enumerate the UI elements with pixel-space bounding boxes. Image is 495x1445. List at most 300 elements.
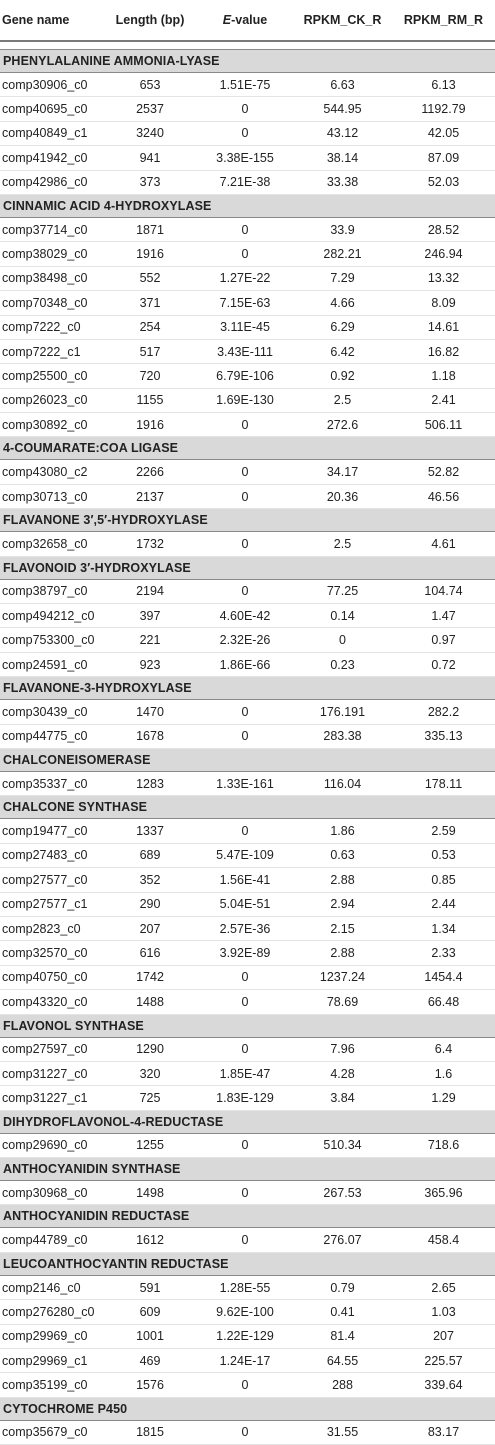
cell-length: 207 [103, 916, 197, 940]
cell-rpkm-rm: 1.29 [392, 1086, 495, 1110]
table-row [0, 121, 495, 145]
section-title: LEUCOANTHOCYANTIN REDUCTASE [0, 1252, 495, 1275]
cell-e-value: 1.85E-47 [197, 1061, 293, 1085]
cell-e-value: 0 [197, 579, 293, 603]
section-header-row [0, 50, 495, 73]
cell-e-value: 0 [197, 217, 293, 241]
cell-e-value: 0 [197, 413, 293, 437]
table-row [0, 604, 495, 628]
cell-e-value: 0 [197, 965, 293, 989]
cell-gene-name: comp27577_c1 [0, 892, 103, 916]
cell-rpkm-rm: 335.13 [392, 724, 495, 748]
cell-rpkm-ck: 0.41 [293, 1300, 392, 1324]
table-row [0, 771, 495, 795]
section-title: ANTHOCYANIDIN SYNTHASE [0, 1158, 495, 1181]
header-e-letter: E [222, 13, 232, 27]
cell-rpkm-rm: 1192.79 [392, 97, 495, 121]
cell-rpkm-ck: 34.17 [293, 460, 392, 484]
cell-rpkm-ck: 0.23 [293, 652, 392, 676]
cell-length: 1001 [103, 1324, 197, 1348]
cell-gene-name: comp38797_c0 [0, 579, 103, 603]
cell-length: 352 [103, 868, 197, 892]
cell-rpkm-ck: 64.55 [293, 1349, 392, 1373]
table-row [0, 388, 495, 412]
cell-gene-name: comp35199_c0 [0, 1373, 103, 1397]
cell-gene-name: comp27597_c0 [0, 1037, 103, 1061]
cell-gene-name: comp30968_c0 [0, 1181, 103, 1205]
cell-e-value: 0 [197, 532, 293, 556]
cell-e-value: 1.24E-17 [197, 1349, 293, 1373]
cell-gene-name: comp29969_c1 [0, 1349, 103, 1373]
table-row [0, 1228, 495, 1252]
cell-length: 1470 [103, 700, 197, 724]
cell-gene-name: comp43080_c2 [0, 460, 103, 484]
cell-rpkm-rm: 6.4 [392, 1037, 495, 1061]
cell-rpkm-rm: 0.53 [392, 843, 495, 867]
cell-rpkm-rm: 104.74 [392, 579, 495, 603]
cell-gene-name: comp35337_c0 [0, 771, 103, 795]
cell-rpkm-ck: 176.191 [293, 700, 392, 724]
cell-rpkm-ck: 6.63 [293, 73, 392, 97]
section-title: 4-COUMARATE:COA LIGASE [0, 437, 495, 460]
section-title: FLAVONOID 3′-HYDROXYLASE [0, 556, 495, 579]
cell-e-value: 3.38E-155 [197, 146, 293, 170]
cell-gene-name: comp2823_c0 [0, 916, 103, 940]
cell-e-value: 6.79E-106 [197, 364, 293, 388]
cell-e-value: 1.22E-129 [197, 1324, 293, 1348]
table-row [0, 1133, 495, 1157]
cell-rpkm-rm: 2.44 [392, 892, 495, 916]
cell-rpkm-rm: 52.03 [392, 170, 495, 194]
cell-rpkm-ck: 7.29 [293, 266, 392, 290]
table-row [0, 1300, 495, 1324]
table-row [0, 652, 495, 676]
cell-e-value: 1.33E-161 [197, 771, 293, 795]
cell-e-value: 0 [197, 724, 293, 748]
section-header-row [0, 1205, 495, 1228]
cell-rpkm-ck: 272.6 [293, 413, 392, 437]
table-row [0, 843, 495, 867]
cell-rpkm-rm: 339.64 [392, 1373, 495, 1397]
section-header-row [0, 1014, 495, 1037]
header-e-value [197, 0, 293, 41]
cell-rpkm-rm: 2.65 [392, 1275, 495, 1299]
cell-rpkm-rm: 0.97 [392, 628, 495, 652]
cell-length: 720 [103, 364, 197, 388]
section-title: PHENYLALANINE AMMONIA-LYASE [0, 50, 495, 73]
cell-gene-name: comp24591_c0 [0, 652, 103, 676]
table-row [0, 1037, 495, 1061]
table-row [0, 965, 495, 989]
cell-rpkm-ck: 4.28 [293, 1061, 392, 1085]
cell-gene-name: comp30892_c0 [0, 413, 103, 437]
cell-rpkm-ck: 31.55 [293, 1420, 392, 1444]
cell-length: 653 [103, 73, 197, 97]
cell-rpkm-rm: 14.61 [392, 315, 495, 339]
section-header-row [0, 748, 495, 771]
cell-rpkm-ck: 7.96 [293, 1037, 392, 1061]
cell-rpkm-ck: 510.34 [293, 1133, 392, 1157]
cell-rpkm-ck: 2.5 [293, 532, 392, 556]
cell-length: 290 [103, 892, 197, 916]
cell-gene-name: comp43320_c0 [0, 990, 103, 1014]
cell-length: 1283 [103, 771, 197, 795]
cell-e-value: 7.15E-63 [197, 291, 293, 315]
table-row [0, 868, 495, 892]
section-title: CYTOCHROME P450 [0, 1397, 495, 1420]
cell-rpkm-rm: 458.4 [392, 1228, 495, 1252]
cell-length: 1155 [103, 388, 197, 412]
cell-rpkm-ck: 77.25 [293, 579, 392, 603]
section-header-row [0, 556, 495, 579]
section-title: CHALCONEISOMERASE [0, 748, 495, 771]
table-row [0, 484, 495, 508]
header-spacer [0, 41, 495, 50]
cell-rpkm-ck: 2.94 [293, 892, 392, 916]
cell-rpkm-rm: 8.09 [392, 291, 495, 315]
cell-rpkm-rm: 506.11 [392, 413, 495, 437]
cell-rpkm-rm: 0.85 [392, 868, 495, 892]
cell-e-value: 0 [197, 1420, 293, 1444]
cell-rpkm-ck: 0.79 [293, 1275, 392, 1299]
table-row [0, 73, 495, 97]
cell-length: 1337 [103, 819, 197, 843]
cell-length: 1498 [103, 1181, 197, 1205]
cell-rpkm-ck: 81.4 [293, 1324, 392, 1348]
header-rpkm-ck: RPKM_CK_R [293, 0, 392, 41]
cell-rpkm-rm: 1.34 [392, 916, 495, 940]
cell-rpkm-rm: 1.03 [392, 1300, 495, 1324]
cell-gene-name: comp276280_c0 [0, 1300, 103, 1324]
cell-rpkm-rm: 6.13 [392, 73, 495, 97]
cell-rpkm-ck: 1237.24 [293, 965, 392, 989]
cell-rpkm-ck: 3.84 [293, 1086, 392, 1110]
cell-e-value: 1.56E-41 [197, 868, 293, 892]
table-row [0, 1086, 495, 1110]
cell-e-value: 0 [197, 97, 293, 121]
section-title: FLAVANONE-3-HYDROXYLASE [0, 677, 495, 700]
section-title: FLAVANONE 3′,5′-HYDROXYLASE [0, 509, 495, 532]
cell-e-value: 1.83E-129 [197, 1086, 293, 1110]
cell-length: 689 [103, 843, 197, 867]
cell-rpkm-rm: 28.52 [392, 217, 495, 241]
cell-length: 1576 [103, 1373, 197, 1397]
cell-rpkm-rm: 0.72 [392, 652, 495, 676]
cell-gene-name: comp38029_c0 [0, 242, 103, 266]
section-title: CHALCONE SYNTHASE [0, 796, 495, 819]
cell-e-value: 3.43E-111 [197, 339, 293, 363]
cell-e-value: 1.86E-66 [197, 652, 293, 676]
section-header-row [0, 796, 495, 819]
section-header-row [0, 194, 495, 217]
cell-length: 2266 [103, 460, 197, 484]
cell-gene-name: comp70348_c0 [0, 291, 103, 315]
cell-gene-name: comp38498_c0 [0, 266, 103, 290]
cell-length: 616 [103, 941, 197, 965]
table-row [0, 413, 495, 437]
cell-rpkm-rm: 42.05 [392, 121, 495, 145]
cell-gene-name: comp40695_c0 [0, 97, 103, 121]
section-title: ANTHOCYANIDIN REDUCTASE [0, 1205, 495, 1228]
cell-rpkm-ck: 2.15 [293, 916, 392, 940]
cell-rpkm-ck: 0.63 [293, 843, 392, 867]
cell-e-value: 3.92E-89 [197, 941, 293, 965]
cell-e-value: 2.57E-36 [197, 916, 293, 940]
cell-rpkm-rm: 246.94 [392, 242, 495, 266]
cell-e-value: 0 [197, 1228, 293, 1252]
cell-rpkm-ck: 33.38 [293, 170, 392, 194]
cell-rpkm-rm: 178.11 [392, 771, 495, 795]
cell-rpkm-rm: 2.41 [392, 388, 495, 412]
section-header-row [0, 1252, 495, 1275]
cell-rpkm-ck: 2.88 [293, 868, 392, 892]
cell-rpkm-rm: 83.17 [392, 1420, 495, 1444]
table-row [0, 146, 495, 170]
cell-rpkm-rm: 52.82 [392, 460, 495, 484]
cell-length: 609 [103, 1300, 197, 1324]
cell-length: 3240 [103, 121, 197, 145]
cell-length: 1290 [103, 1037, 197, 1061]
cell-length: 469 [103, 1349, 197, 1373]
cell-e-value: 0 [197, 242, 293, 266]
cell-rpkm-ck: 2.5 [293, 388, 392, 412]
table-row [0, 1349, 495, 1373]
cell-rpkm-rm: 365.96 [392, 1181, 495, 1205]
cell-gene-name: comp753300_c0 [0, 628, 103, 652]
cell-length: 1815 [103, 1420, 197, 1444]
cell-rpkm-rm: 4.61 [392, 532, 495, 556]
cell-e-value: 5.47E-109 [197, 843, 293, 867]
header-rpkm-rm: RPKM_RM_R [392, 0, 495, 41]
cell-gene-name: comp29690_c0 [0, 1133, 103, 1157]
cell-length: 1255 [103, 1133, 197, 1157]
cell-rpkm-rm: 718.6 [392, 1133, 495, 1157]
cell-rpkm-rm: 16.82 [392, 339, 495, 363]
cell-gene-name: comp19477_c0 [0, 819, 103, 843]
cell-length: 1488 [103, 990, 197, 1014]
table-row [0, 266, 495, 290]
table-body [0, 41, 495, 1445]
cell-rpkm-ck: 288 [293, 1373, 392, 1397]
cell-rpkm-rm: 2.33 [392, 941, 495, 965]
cell-gene-name: comp7222_c0 [0, 315, 103, 339]
cell-length: 221 [103, 628, 197, 652]
cell-rpkm-ck: 43.12 [293, 121, 392, 145]
cell-length: 1871 [103, 217, 197, 241]
cell-rpkm-rm: 46.56 [392, 484, 495, 508]
table-row [0, 97, 495, 121]
cell-rpkm-ck: 0 [293, 628, 392, 652]
cell-e-value: 1.28E-55 [197, 1275, 293, 1299]
cell-gene-name: comp27483_c0 [0, 843, 103, 867]
cell-gene-name: comp37714_c0 [0, 217, 103, 241]
cell-gene-name: comp29969_c0 [0, 1324, 103, 1348]
cell-e-value: 9.62E-100 [197, 1300, 293, 1324]
cell-rpkm-rm: 66.48 [392, 990, 495, 1014]
header-length: Length (bp) [103, 0, 197, 41]
cell-gene-name: comp494212_c0 [0, 604, 103, 628]
cell-length: 320 [103, 1061, 197, 1085]
cell-rpkm-rm: 87.09 [392, 146, 495, 170]
section-header-row [0, 1110, 495, 1133]
table-row [0, 892, 495, 916]
table-row [0, 242, 495, 266]
table-row [0, 170, 495, 194]
section-header-row [0, 1397, 495, 1420]
cell-length: 397 [103, 604, 197, 628]
cell-rpkm-ck: 116.04 [293, 771, 392, 795]
cell-e-value: 0 [197, 484, 293, 508]
cell-gene-name: comp2146_c0 [0, 1275, 103, 1299]
cell-e-value: 1.51E-75 [197, 73, 293, 97]
cell-length: 1742 [103, 965, 197, 989]
section-title: DIHYDROFLAVONOL-4-REDUCTASE [0, 1110, 495, 1133]
cell-rpkm-ck: 6.42 [293, 339, 392, 363]
cell-length: 1916 [103, 413, 197, 437]
cell-length: 2537 [103, 97, 197, 121]
cell-length: 1678 [103, 724, 197, 748]
cell-gene-name: comp26023_c0 [0, 388, 103, 412]
table-row [0, 339, 495, 363]
cell-gene-name: comp41942_c0 [0, 146, 103, 170]
cell-rpkm-rm: 13.32 [392, 266, 495, 290]
section-header-row [0, 437, 495, 460]
table-row [0, 1181, 495, 1205]
table-row [0, 315, 495, 339]
table-row [0, 217, 495, 241]
section-title: CINNAMIC ACID 4-HYDROXYLASE [0, 194, 495, 217]
cell-rpkm-ck: 1.86 [293, 819, 392, 843]
table-row [0, 532, 495, 556]
cell-length: 1916 [103, 242, 197, 266]
cell-length: 254 [103, 315, 197, 339]
cell-e-value: 0 [197, 990, 293, 1014]
section-header-row [0, 1158, 495, 1181]
table-row [0, 1373, 495, 1397]
cell-rpkm-rm: 225.57 [392, 1349, 495, 1373]
cell-e-value: 0 [197, 121, 293, 145]
section-header-row [0, 509, 495, 532]
table-row [0, 819, 495, 843]
cell-rpkm-ck: 0.14 [293, 604, 392, 628]
cell-length: 552 [103, 266, 197, 290]
cell-length: 1732 [103, 532, 197, 556]
table-row [0, 460, 495, 484]
cell-gene-name: comp32570_c0 [0, 941, 103, 965]
table-row [0, 990, 495, 1014]
cell-gene-name: comp40750_c0 [0, 965, 103, 989]
cell-gene-name: comp44789_c0 [0, 1228, 103, 1252]
cell-gene-name: comp25500_c0 [0, 364, 103, 388]
cell-e-value: 0 [197, 819, 293, 843]
cell-rpkm-rm: 1.18 [392, 364, 495, 388]
cell-e-value: 0 [197, 460, 293, 484]
cell-rpkm-rm: 1.6 [392, 1061, 495, 1085]
cell-e-value: 4.60E-42 [197, 604, 293, 628]
cell-gene-name: comp31227_c0 [0, 1061, 103, 1085]
cell-gene-name: comp35679_c0 [0, 1420, 103, 1444]
cell-rpkm-ck: 276.07 [293, 1228, 392, 1252]
cell-gene-name: comp44775_c0 [0, 724, 103, 748]
cell-e-value: 0 [197, 1037, 293, 1061]
cell-gene-name: comp30906_c0 [0, 73, 103, 97]
cell-rpkm-ck: 282.21 [293, 242, 392, 266]
table-row [0, 1324, 495, 1348]
cell-gene-name: comp7222_c1 [0, 339, 103, 363]
cell-length: 373 [103, 170, 197, 194]
cell-e-value: 7.21E-38 [197, 170, 293, 194]
cell-e-value: 0 [197, 700, 293, 724]
cell-length: 725 [103, 1086, 197, 1110]
cell-rpkm-ck: 6.29 [293, 315, 392, 339]
header-gene-name: Gene name [0, 0, 103, 41]
section-title: FLAVONOL SYNTHASE [0, 1014, 495, 1037]
cell-gene-name: comp30713_c0 [0, 484, 103, 508]
cell-length: 1612 [103, 1228, 197, 1252]
cell-gene-name: comp30439_c0 [0, 700, 103, 724]
table-row [0, 700, 495, 724]
table-row [0, 579, 495, 603]
cell-rpkm-ck: 33.9 [293, 217, 392, 241]
table-row [0, 628, 495, 652]
spacer-cell [0, 41, 495, 50]
cell-rpkm-ck: 20.36 [293, 484, 392, 508]
table-row [0, 364, 495, 388]
cell-rpkm-ck: 38.14 [293, 146, 392, 170]
cell-rpkm-rm: 1454.4 [392, 965, 495, 989]
cell-gene-name: comp32658_c0 [0, 532, 103, 556]
table-header [0, 0, 495, 41]
cell-e-value: 2.32E-26 [197, 628, 293, 652]
table-row [0, 291, 495, 315]
cell-e-value: 0 [197, 1133, 293, 1157]
cell-rpkm-ck: 0.92 [293, 364, 392, 388]
header-e-suffix: -value [231, 13, 268, 27]
table-row [0, 1420, 495, 1444]
cell-rpkm-ck: 2.88 [293, 941, 392, 965]
table-row [0, 941, 495, 965]
cell-rpkm-ck: 267.53 [293, 1181, 392, 1205]
table-row [0, 724, 495, 748]
cell-e-value: 5.04E-51 [197, 892, 293, 916]
cell-length: 517 [103, 339, 197, 363]
cell-rpkm-rm: 2.59 [392, 819, 495, 843]
table-row [0, 1275, 495, 1299]
cell-e-value: 1.69E-130 [197, 388, 293, 412]
cell-rpkm-ck: 283.38 [293, 724, 392, 748]
cell-rpkm-rm: 282.2 [392, 700, 495, 724]
cell-length: 923 [103, 652, 197, 676]
cell-length: 591 [103, 1275, 197, 1299]
cell-gene-name: comp42986_c0 [0, 170, 103, 194]
cell-rpkm-rm: 1.47 [392, 604, 495, 628]
cell-e-value: 3.11E-45 [197, 315, 293, 339]
header-row [0, 0, 495, 41]
table-row [0, 1061, 495, 1085]
cell-rpkm-rm: 207 [392, 1324, 495, 1348]
cell-e-value: 0 [197, 1181, 293, 1205]
cell-length: 2137 [103, 484, 197, 508]
cell-gene-name: comp31227_c1 [0, 1086, 103, 1110]
cell-length: 2194 [103, 579, 197, 603]
cell-rpkm-ck: 4.66 [293, 291, 392, 315]
section-header-row [0, 677, 495, 700]
cell-gene-name: comp27577_c0 [0, 868, 103, 892]
cell-length: 941 [103, 146, 197, 170]
cell-rpkm-ck: 78.69 [293, 990, 392, 1014]
cell-length: 371 [103, 291, 197, 315]
cell-gene-name: comp40849_c1 [0, 121, 103, 145]
